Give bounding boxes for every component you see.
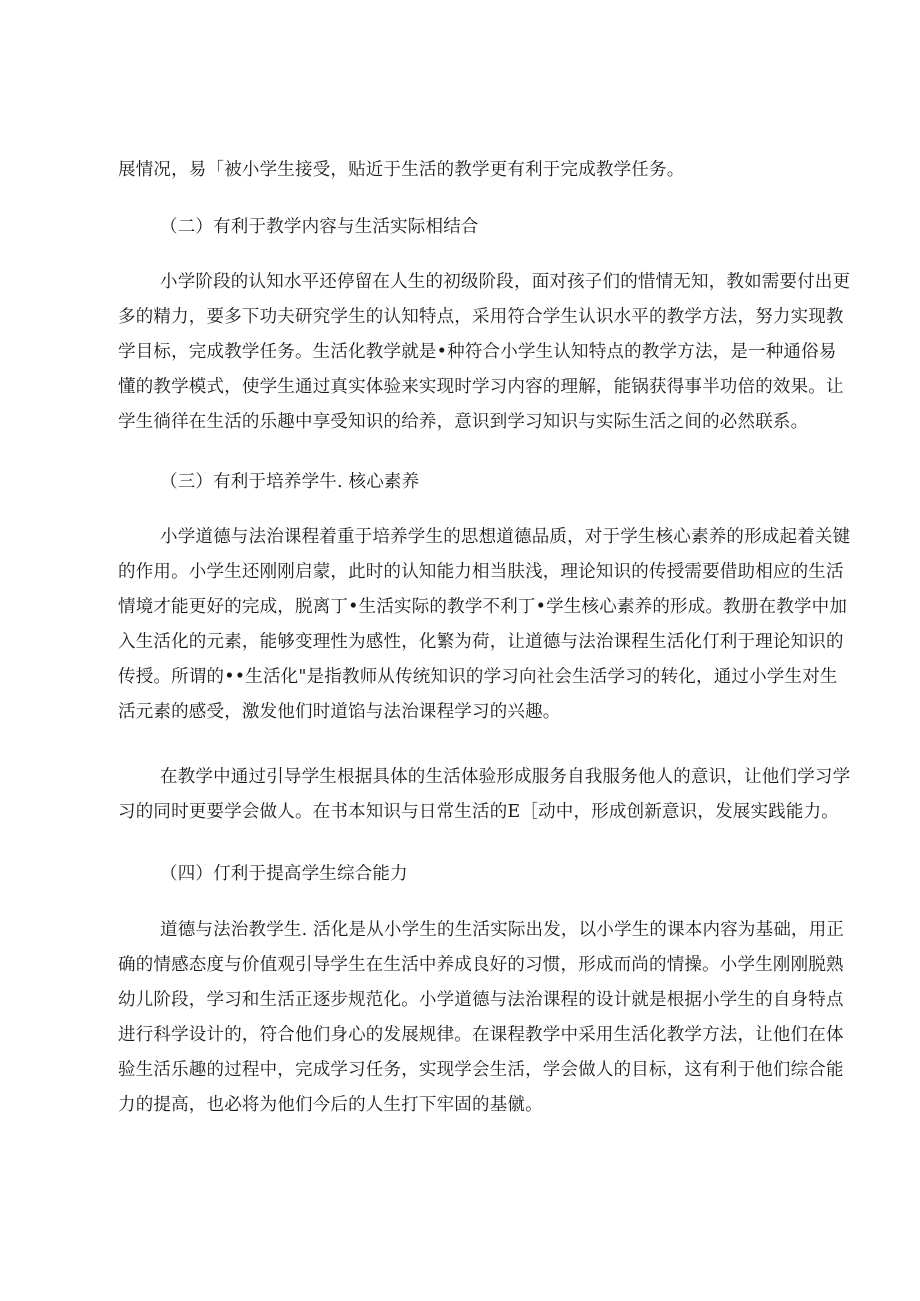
paragraph-line: 在教学中通过引导学生根据具体的生活体验形成服务自我服务他人的意识，让他们学习学	[160, 767, 851, 787]
paragraph-line: 幼儿阶段，学习和生活正逐步规范化。小学道德与法治课程的设计就是根据小学生的自身特点	[118, 990, 844, 1010]
paragraph-line: 小学阶段的认知水平还停留在人生的初级阶段，面对孩子们的惜情无知，教如需要付出更	[160, 272, 851, 292]
paragraph-line: 活元素的感受，激发他们时道馅与法治课程学习的兴趣。	[118, 702, 561, 722]
paragraph-line: 多的精力，要多下功夫研究学生的认知特点，采用符合学生认识水平的教学方法，努力实现教	[118, 307, 844, 327]
paragraph-line: 情境才能更好的完成，脱离丁•生活实际的教学不利丁•学生核心素养的形成。教册在教学中加	[118, 597, 848, 617]
paragraph-line: 传授。所谓的••生活化"是指教师从传统知识的学习向社会生活学习的转化，通过小学生对生	[118, 667, 838, 687]
section-heading-3: （三）有利于培养学牛. 核心素养	[160, 472, 420, 492]
paragraph-line: 习的同时更要学会做人。在书本知识与日常生活的E［动中，形成创新意识，发展实践能力。	[118, 802, 839, 822]
paragraph-line: 懂的教学模式，使学生通过真实体验来实现时学习内容的理解，能锅获得事半功倍的效果。让	[118, 377, 844, 397]
paragraph-line: 展情况，易「被小学生接受，贴近于生活的教学更有利于完成教学任务。	[118, 160, 685, 180]
paragraph-line: 确的情感态度与价值观引导学生在生活中养成良好的习惯，形成而尚的情操。小学生刚刚脱熟	[118, 955, 844, 975]
paragraph-line: 力的提高，也必将为他们今后的人生打下牢固的基僦。	[118, 1095, 543, 1115]
paragraph-line: 入生活化的元素，能够变理性为感性，化繁为荷，让道德与法治课程生活化仃利于理论知识的	[118, 632, 844, 652]
paragraph-line: 学目标，完成教学任务。生活化教学就是•种符合小学生认知特点的教学方法，是一种通俗易	[118, 342, 837, 362]
paragraph-line: 道德与法治教学生. 活化是从小学生的生活实际出发，以小学生的课本内容为基础，用正	[160, 920, 845, 940]
paragraph-line: 验生活乐趣的过程中，完成学习任务，实现学会生活，学会做人的目标，这有利于他们综合能	[118, 1060, 844, 1080]
paragraph-line: 进行科学设计的，符合他们身心的发展规律。在课程教学中采用生活化教学方法，让他们在体	[118, 1025, 844, 1045]
paragraph-line: 小学道德与法治课程着重于培养学生的思想道德品质，对于学生核心素养的形成起着关键	[160, 527, 851, 547]
section-heading-4: （四）仃利于提高学生综合能力	[160, 864, 408, 884]
section-heading-2: （二）有利于教学内容与生活实际相结合	[160, 217, 479, 237]
paragraph-line: 学生徜徉在生活的乐趣中享受知识的给养，意识到学习知识与实际生活之间的必然联系。	[118, 412, 809, 432]
paragraph-line: 的作用。小学生还刚刚启蒙，此时的认知能力相当肤浅，理论知识的传授需要借助相应的生活	[118, 562, 844, 582]
